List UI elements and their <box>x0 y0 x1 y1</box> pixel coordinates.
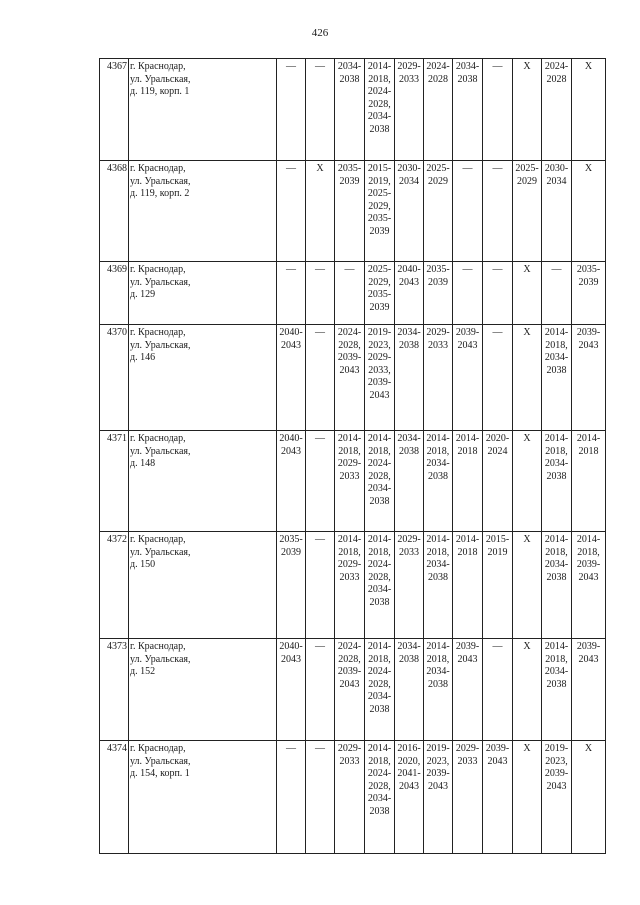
period-cell: 2034- 2038 <box>453 59 483 161</box>
period-cell: 2014- 2018 <box>453 532 483 639</box>
period-cell: 2035- 2039 <box>424 262 453 325</box>
period-cell: 2025- 2029 <box>513 161 542 262</box>
period-cell: X <box>513 532 542 639</box>
period-cell: X <box>513 741 542 854</box>
period-cell: 2020- 2024 <box>483 431 513 532</box>
period-cell: — <box>306 741 335 854</box>
period-cell: 2014- 2018, 2034- 2038 <box>542 639 572 741</box>
period-cell: X <box>572 161 606 262</box>
period-cell: X <box>513 431 542 532</box>
row-number: 4370 <box>100 325 129 431</box>
period-cell: 2019- 2023, 2039- 2043 <box>424 741 453 854</box>
address-cell: г. Краснодар, ул. Уральская, д. 119, корп. 2 <box>129 161 277 262</box>
period-cell: — <box>306 532 335 639</box>
period-cell: X <box>513 639 542 741</box>
period-cell: 2024- 2028 <box>424 59 453 161</box>
period-cell: 2014- 2018, 2024- 2028, 2034- 2038 <box>365 59 395 161</box>
table-row <box>100 639 606 741</box>
address-cell: г. Краснодар, ул. Уральская, д. 150 <box>129 532 277 639</box>
period-cell: 2035- 2039 <box>572 262 606 325</box>
period-cell: 2025- 2029 <box>424 161 453 262</box>
period-cell: 2014- 2018 <box>453 431 483 532</box>
period-cell: — <box>277 741 306 854</box>
table-row <box>100 532 606 639</box>
period-cell: 2014- 2018, 2034- 2038 <box>542 325 572 431</box>
period-cell: 2034- 2038 <box>335 59 365 161</box>
period-cell: 2019- 2023, 2039- 2043 <box>542 741 572 854</box>
period-cell: — <box>306 431 335 532</box>
row-number: 4367 <box>100 59 129 161</box>
period-cell: 2014- 2018, 2024- 2028, 2034- 2038 <box>365 532 395 639</box>
row-number: 4368 <box>100 161 129 262</box>
period-cell: 2024- 2028, 2039- 2043 <box>335 639 365 741</box>
period-cell: 2014- 2018 <box>572 431 606 532</box>
period-cell: — <box>306 59 335 161</box>
row-number: 4371 <box>100 431 129 532</box>
period-cell: X <box>513 325 542 431</box>
address-cell: г. Краснодар, ул. Уральская, д. 146 <box>129 325 277 431</box>
period-cell: 2035- 2039 <box>335 161 365 262</box>
address-cell: г. Краснодар, ул. Уральская, д. 129 <box>129 262 277 325</box>
table-row <box>100 431 606 532</box>
period-cell: 2040- 2043 <box>277 639 306 741</box>
period-cell: X <box>306 161 335 262</box>
period-cell: 2016- 2020, 2041- 2043 <box>395 741 424 854</box>
period-cell: 2039- 2043 <box>453 325 483 431</box>
period-cell: — <box>483 325 513 431</box>
period-cell: 2029- 2033 <box>335 741 365 854</box>
period-cell: 2039- 2043 <box>453 639 483 741</box>
period-cell: — <box>542 262 572 325</box>
period-cell: 2030- 2034 <box>395 161 424 262</box>
address-cell: г. Краснодар, ул. Уральская, д. 154, корп. 1 <box>129 741 277 854</box>
period-cell: 2014- 2018, 2039- 2043 <box>572 532 606 639</box>
address-cell: г. Краснодар, ул. Уральская, д. 148 <box>129 431 277 532</box>
register-table <box>99 58 606 854</box>
period-cell: — <box>306 262 335 325</box>
table-row <box>100 325 606 431</box>
period-cell: — <box>277 161 306 262</box>
period-cell: 2014- 2018, 2024- 2028, 2034- 2038 <box>365 741 395 854</box>
period-cell: 2014- 2018, 2024- 2028, 2034- 2038 <box>365 639 395 741</box>
period-cell: — <box>306 639 335 741</box>
row-number: 4374 <box>100 741 129 854</box>
row-number: 4373 <box>100 639 129 741</box>
row-number: 4369 <box>100 262 129 325</box>
period-cell: 2034- 2038 <box>395 431 424 532</box>
period-cell: X <box>513 262 542 325</box>
period-cell: — <box>453 161 483 262</box>
table-row <box>100 741 606 854</box>
period-cell: 2014- 2018, 2034- 2038 <box>424 532 453 639</box>
period-cell: — <box>277 59 306 161</box>
period-cell: 2015- 2019 <box>483 532 513 639</box>
address-cell: г. Краснодар, ул. Уральская, д. 152 <box>129 639 277 741</box>
period-cell: X <box>572 741 606 854</box>
period-cell: 2034- 2038 <box>395 639 424 741</box>
period-cell: 2024- 2028 <box>542 59 572 161</box>
period-cell: 2025- 2029, 2035- 2039 <box>365 262 395 325</box>
period-cell: 2039- 2043 <box>483 741 513 854</box>
period-cell: — <box>306 325 335 431</box>
period-cell: X <box>572 59 606 161</box>
period-cell: 2035- 2039 <box>277 532 306 639</box>
period-cell: 2014- 2018, 2024- 2028, 2034- 2038 <box>365 431 395 532</box>
period-cell: 2029- 2033 <box>395 532 424 639</box>
period-cell: 2015- 2019, 2025- 2029, 2035- 2039 <box>365 161 395 262</box>
period-cell: 2030- 2034 <box>542 161 572 262</box>
period-cell: — <box>335 262 365 325</box>
row-number: 4372 <box>100 532 129 639</box>
period-cell: 2014- 2018, 2029- 2033 <box>335 532 365 639</box>
period-cell: 2034- 2038 <box>395 325 424 431</box>
period-cell: 2029- 2033 <box>453 741 483 854</box>
period-cell: — <box>483 161 513 262</box>
period-cell: 2014- 2018, 2034- 2038 <box>424 639 453 741</box>
period-cell: 2039- 2043 <box>572 639 606 741</box>
table-row <box>100 161 606 262</box>
page-number: 426 <box>311 27 329 39</box>
period-cell: X <box>513 59 542 161</box>
period-cell: 2024- 2028, 2039- 2043 <box>335 325 365 431</box>
table-row <box>100 59 606 161</box>
period-cell: — <box>483 262 513 325</box>
period-cell: 2040- 2043 <box>395 262 424 325</box>
period-cell: 2014- 2018, 2034- 2038 <box>542 431 572 532</box>
period-cell: — <box>277 262 306 325</box>
period-cell: 2040- 2043 <box>277 325 306 431</box>
period-cell: 2014- 2018, 2029- 2033 <box>335 431 365 532</box>
period-cell: 2040- 2043 <box>277 431 306 532</box>
period-cell: 2019- 2023, 2029- 2033, 2039- 2043 <box>365 325 395 431</box>
period-cell: — <box>453 262 483 325</box>
address-cell: г. Краснодар, ул. Уральская, д. 119, корп. 1 <box>129 59 277 161</box>
period-cell: 2029- 2033 <box>395 59 424 161</box>
period-cell: — <box>483 639 513 741</box>
period-cell: 2039- 2043 <box>572 325 606 431</box>
period-cell: 2029- 2033 <box>424 325 453 431</box>
period-cell: — <box>483 59 513 161</box>
table-row <box>100 262 606 325</box>
period-cell: 2014- 2018, 2034- 2038 <box>542 532 572 639</box>
period-cell: 2014- 2018, 2034- 2038 <box>424 431 453 532</box>
